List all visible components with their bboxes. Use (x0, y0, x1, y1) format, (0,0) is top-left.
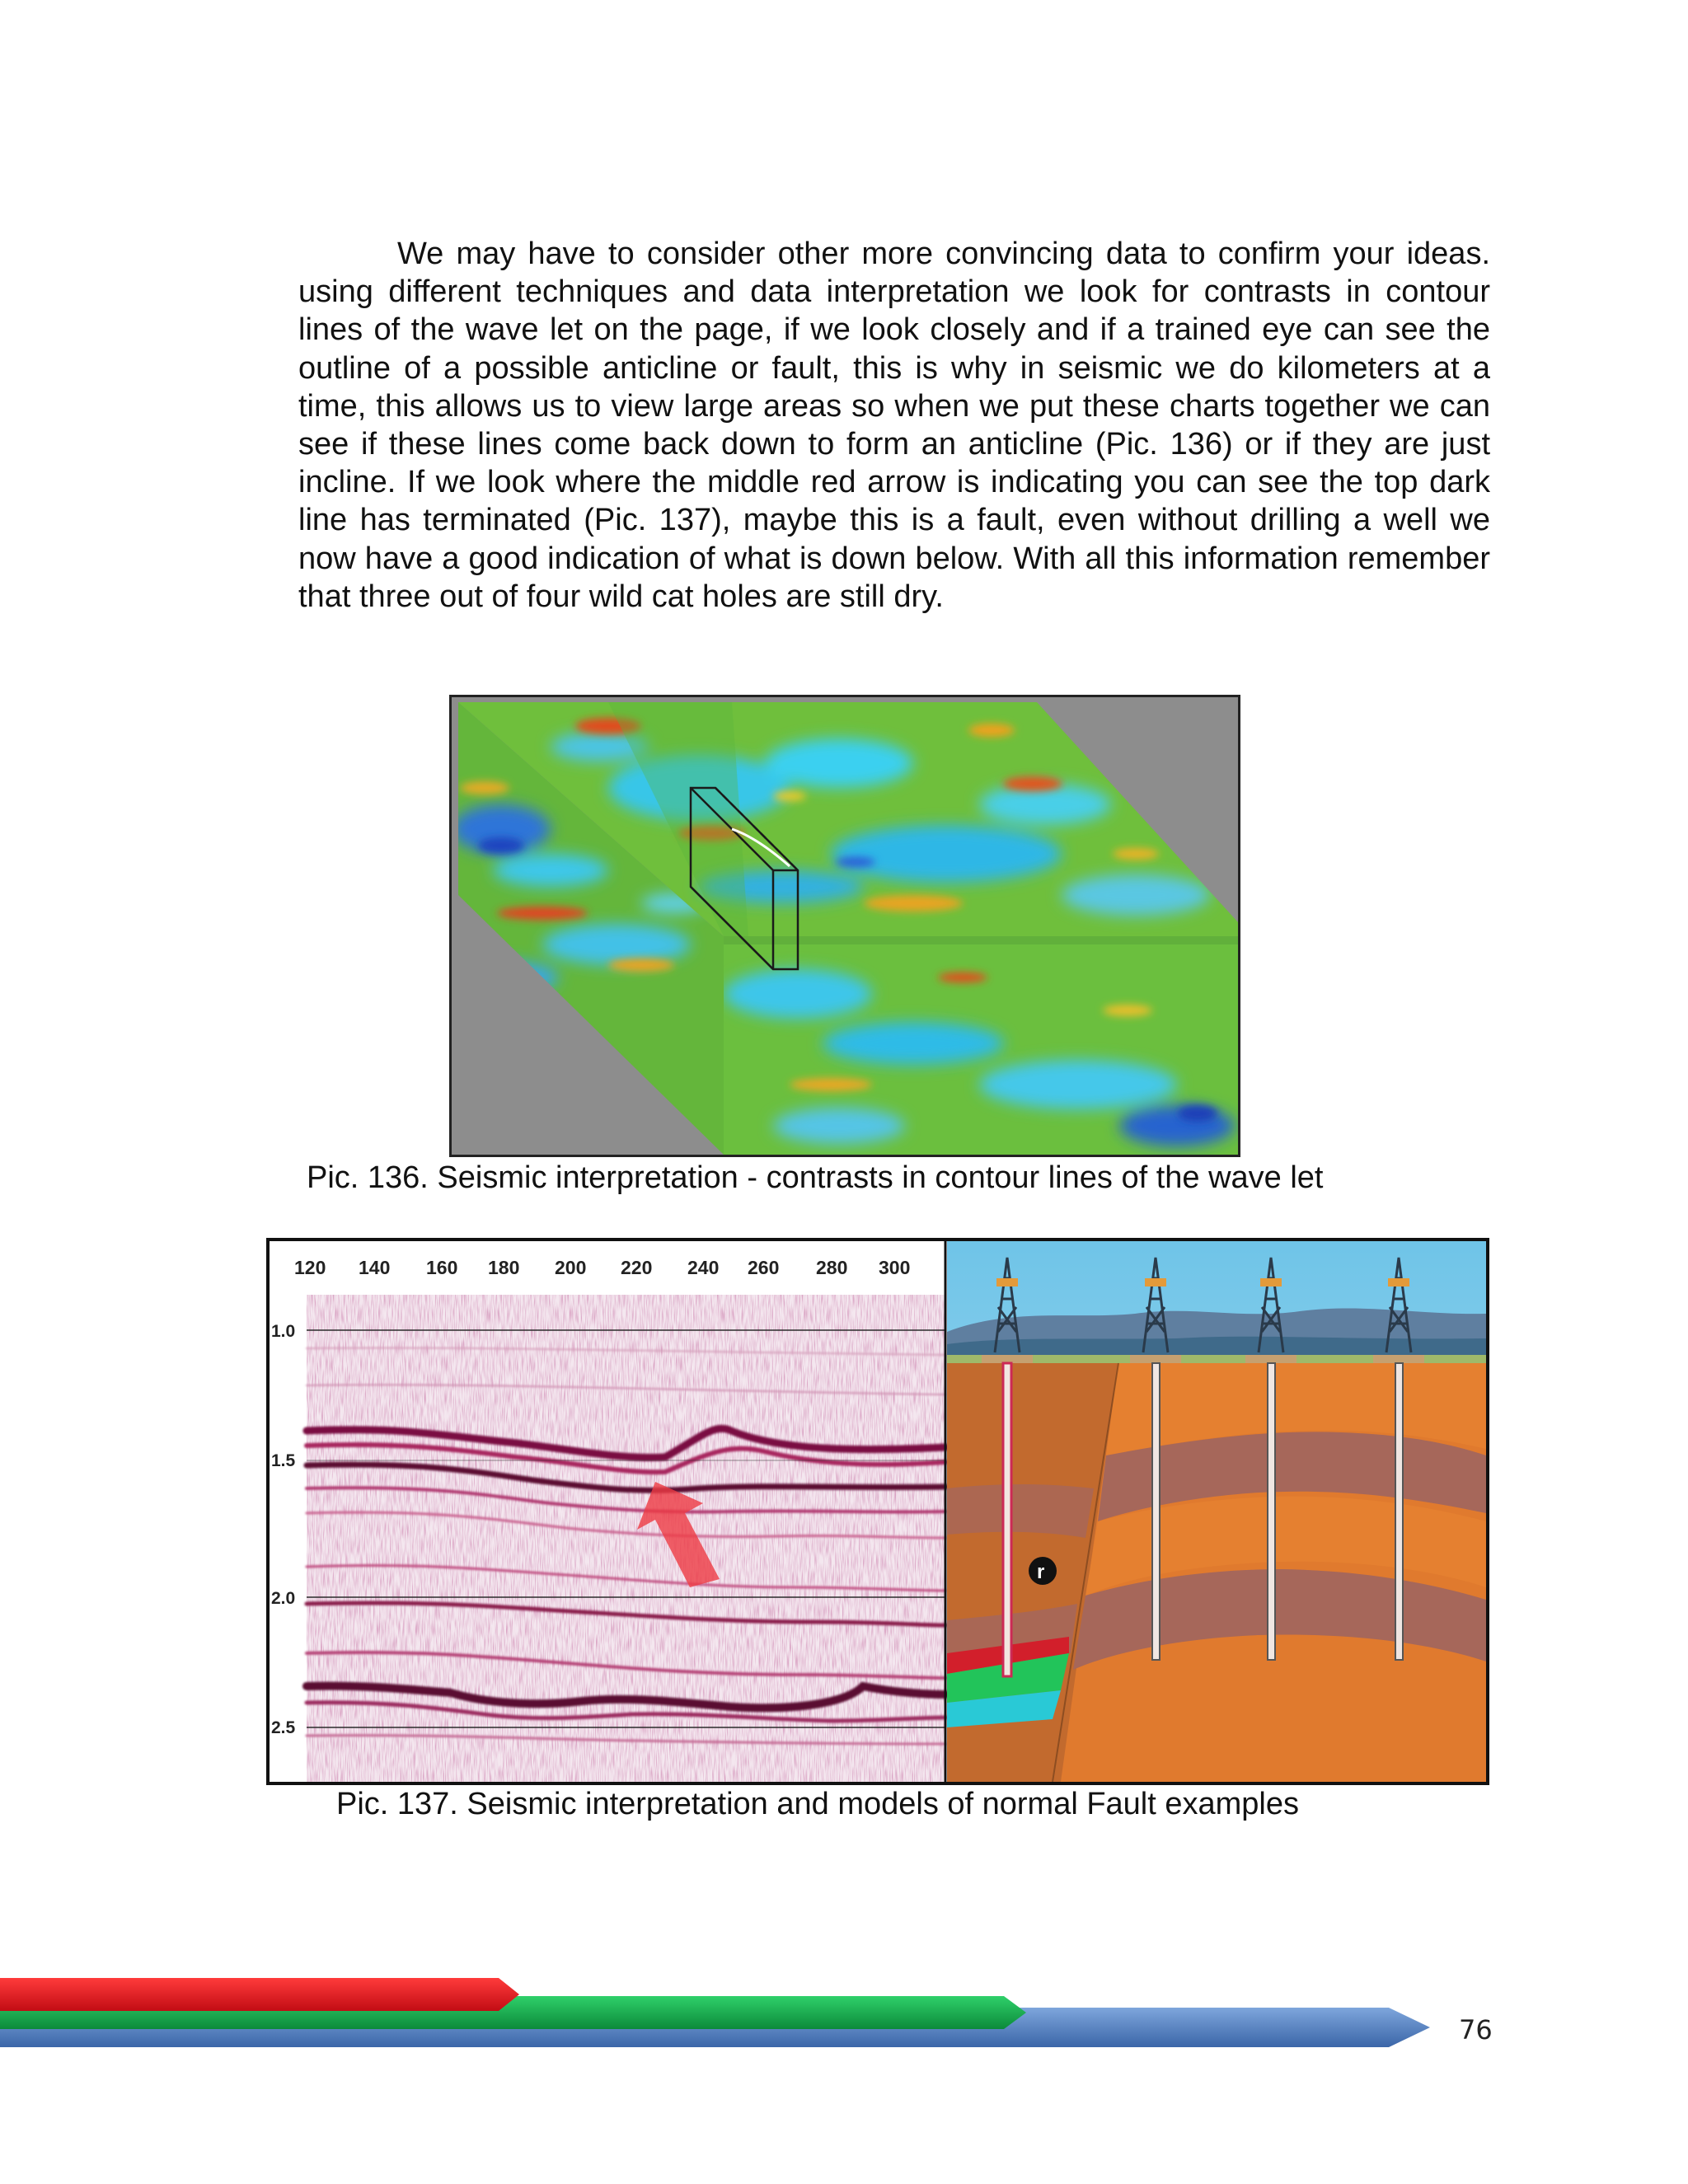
x-tick: 280 (816, 1257, 848, 1278)
figure-136-caption: Pic. 136. Seismic interpretation - contrasts in contour lines of the wave let (307, 1160, 1324, 1195)
y-tick: 1.0 (271, 1322, 296, 1341)
y-tick: 2.5 (271, 1718, 296, 1737)
red-arrow (0, 1978, 519, 2011)
x-tick: 220 (621, 1257, 653, 1278)
x-tick: 200 (555, 1257, 587, 1278)
footer-arrows (0, 1970, 1688, 2077)
seismic-section-image (270, 1241, 945, 1782)
figure-137-caption: Pic. 137. Seismic interpretation and models of normal Fault examples (336, 1787, 1299, 1821)
x-tick: 180 (488, 1257, 520, 1278)
x-tick: 140 (359, 1257, 391, 1278)
x-tick: 120 (294, 1257, 326, 1278)
seismic-cube-image (449, 695, 1240, 1157)
x-tick: 260 (748, 1257, 780, 1278)
x-tick: 160 (426, 1257, 458, 1278)
marker-label: r (1037, 1561, 1045, 1583)
body-paragraph: We may have to consider other more convincing data to confirm your ideas. using different techniques and data interpretation we look for contrasts in contour lines of the wave let on the page, if we look closely and if a trained eye can see the outline of a possible anticline or fault, this is why in seismic we do kilometers at a time, this allows us to view large areas so when we put these charts together we can see if these lines come back down to form an anticline (Pic. 136) or if they are just incline. If we look where the middle red arrow is indicating you can see the top dark line has terminated (Pic. 137), maybe this is a fault, even without drilling a well we now have a good indication of what is down below. With all this information remember that three out of four wild cat holes are still dry. (298, 237, 1490, 614)
fault-model-image (947, 1241, 1486, 1782)
fault-figure (266, 1238, 1489, 1785)
y-tick: 1.5 (271, 1451, 296, 1470)
x-tick: 300 (879, 1257, 911, 1278)
page-number: 76 (1459, 2014, 1493, 2046)
x-tick: 240 (687, 1257, 720, 1278)
y-tick: 2.0 (271, 1589, 296, 1608)
